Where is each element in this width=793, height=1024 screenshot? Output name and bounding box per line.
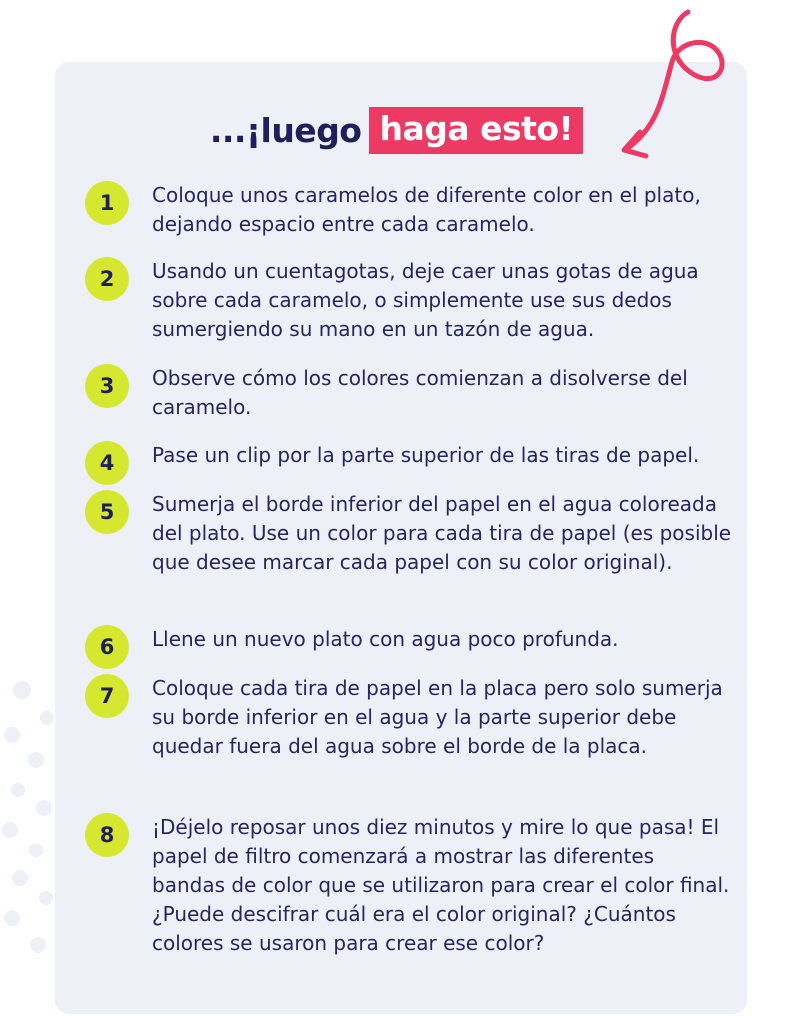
step-text: Llene un nuevo plato con agua poco profunda. — [152, 627, 619, 651]
step-text: Observe cómo los colores comienzan a disolverse del caramelo. — [152, 366, 688, 419]
step-number-badge: 6 — [85, 625, 129, 669]
step-text: Coloque cada tira de papel en la placa pero solo sumerja su borde inferior en el agua y la parte superior debe quedar fuera del agua sobre el borde de la placa. — [152, 676, 723, 758]
page-title — [0, 107, 793, 154]
step-number-badge: 3 — [85, 364, 129, 408]
title-highlight: haga esto! — [369, 107, 583, 154]
step-number-badge: 4 — [85, 441, 129, 485]
step-text: ¡Déjelo reposar unos diez minutos y mire lo que pasa! El papel de filtro comenzará a mostrar las diferentes bandas de color que se utilizaron para crear el color final. ¿Puede descifrar cuál era el color original? ¿Cuántos colores se usaron para crear ese color? — [152, 815, 730, 955]
step-text: Coloque unos caramelos de diferente color en el plato, dejando espacio entre cada caramelo. — [152, 183, 701, 236]
step-number-badge: 7 — [85, 674, 129, 718]
step-text: Sumerja el borde inferior del papel en el agua coloreada del plato. Use un color para cada tira de papel (es posible que desee marcar cada papel con su color original). — [152, 492, 732, 574]
title-prefix: ...¡luego — [209, 111, 362, 150]
step-number-badge: 5 — [85, 490, 129, 534]
step-text: Usando un cuentagotas, deje caer unas gotas de agua sobre cada caramelo, o simplemente use sus dedos sumergiendo su mano en un tazón de agua. — [152, 259, 699, 341]
step-number-badge: 1 — [85, 181, 129, 225]
step-number-badge: 2 — [85, 257, 129, 301]
step-text: Pase un clip por la parte superior de las tiras de papel. — [152, 443, 700, 467]
step-number-badge: 8 — [85, 813, 129, 857]
